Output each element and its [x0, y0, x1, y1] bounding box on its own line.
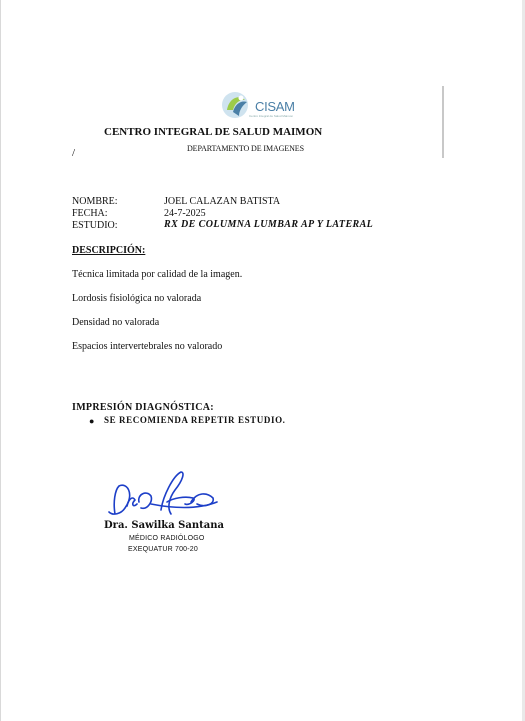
- impression-heading: IMPRESIÓN DIAGNÓSTICA:: [72, 402, 214, 413]
- description-line: Densidad no valorada: [72, 317, 160, 328]
- description-heading: DESCRIPCIÓN:: [72, 245, 146, 256]
- doctor-name: Dra. Sawilka Santana: [104, 520, 224, 531]
- description-line: Espacios intervertebrales no valorado: [72, 341, 223, 352]
- study-value: RX DE COLUMNA LUMBAR AP Y LATERAL: [164, 219, 374, 230]
- doctor-license: EXEQUATUR 700-20: [128, 546, 198, 553]
- bullet-icon: ●: [89, 416, 95, 426]
- center-title: CENTRO INTEGRAL DE SALUD MAIMON: [104, 126, 323, 138]
- logo-subtext: Centro Integral de Salud Maimon: [249, 114, 294, 118]
- department-title: DEPARTAMENTO DE IMAGENES: [187, 144, 304, 153]
- date-label: FECHA:: [72, 208, 108, 219]
- name-value: JOEL CALAZAN BATISTA: [164, 196, 281, 207]
- description-line: Lordosis fisiológica no valorada: [72, 293, 202, 304]
- document-page: [1, 0, 522, 721]
- impression-item: SE RECOMIENDA REPETIR ESTUDIO.: [104, 415, 286, 425]
- name-label: NOMBRE:: [72, 196, 118, 207]
- logo-text: CISAM: [255, 99, 295, 114]
- handwritten-signature: [101, 468, 221, 524]
- doctor-role: MÉDICO RADIÓLOGO: [129, 535, 205, 542]
- description-line: Técnica limitada por calidad de la imagen.: [72, 269, 243, 280]
- study-label: ESTUDIO:: [72, 220, 118, 231]
- margin-marker: [442, 86, 444, 158]
- date-value: 24-7-2025: [164, 208, 206, 219]
- text-cursor-mark: /: [72, 147, 76, 159]
